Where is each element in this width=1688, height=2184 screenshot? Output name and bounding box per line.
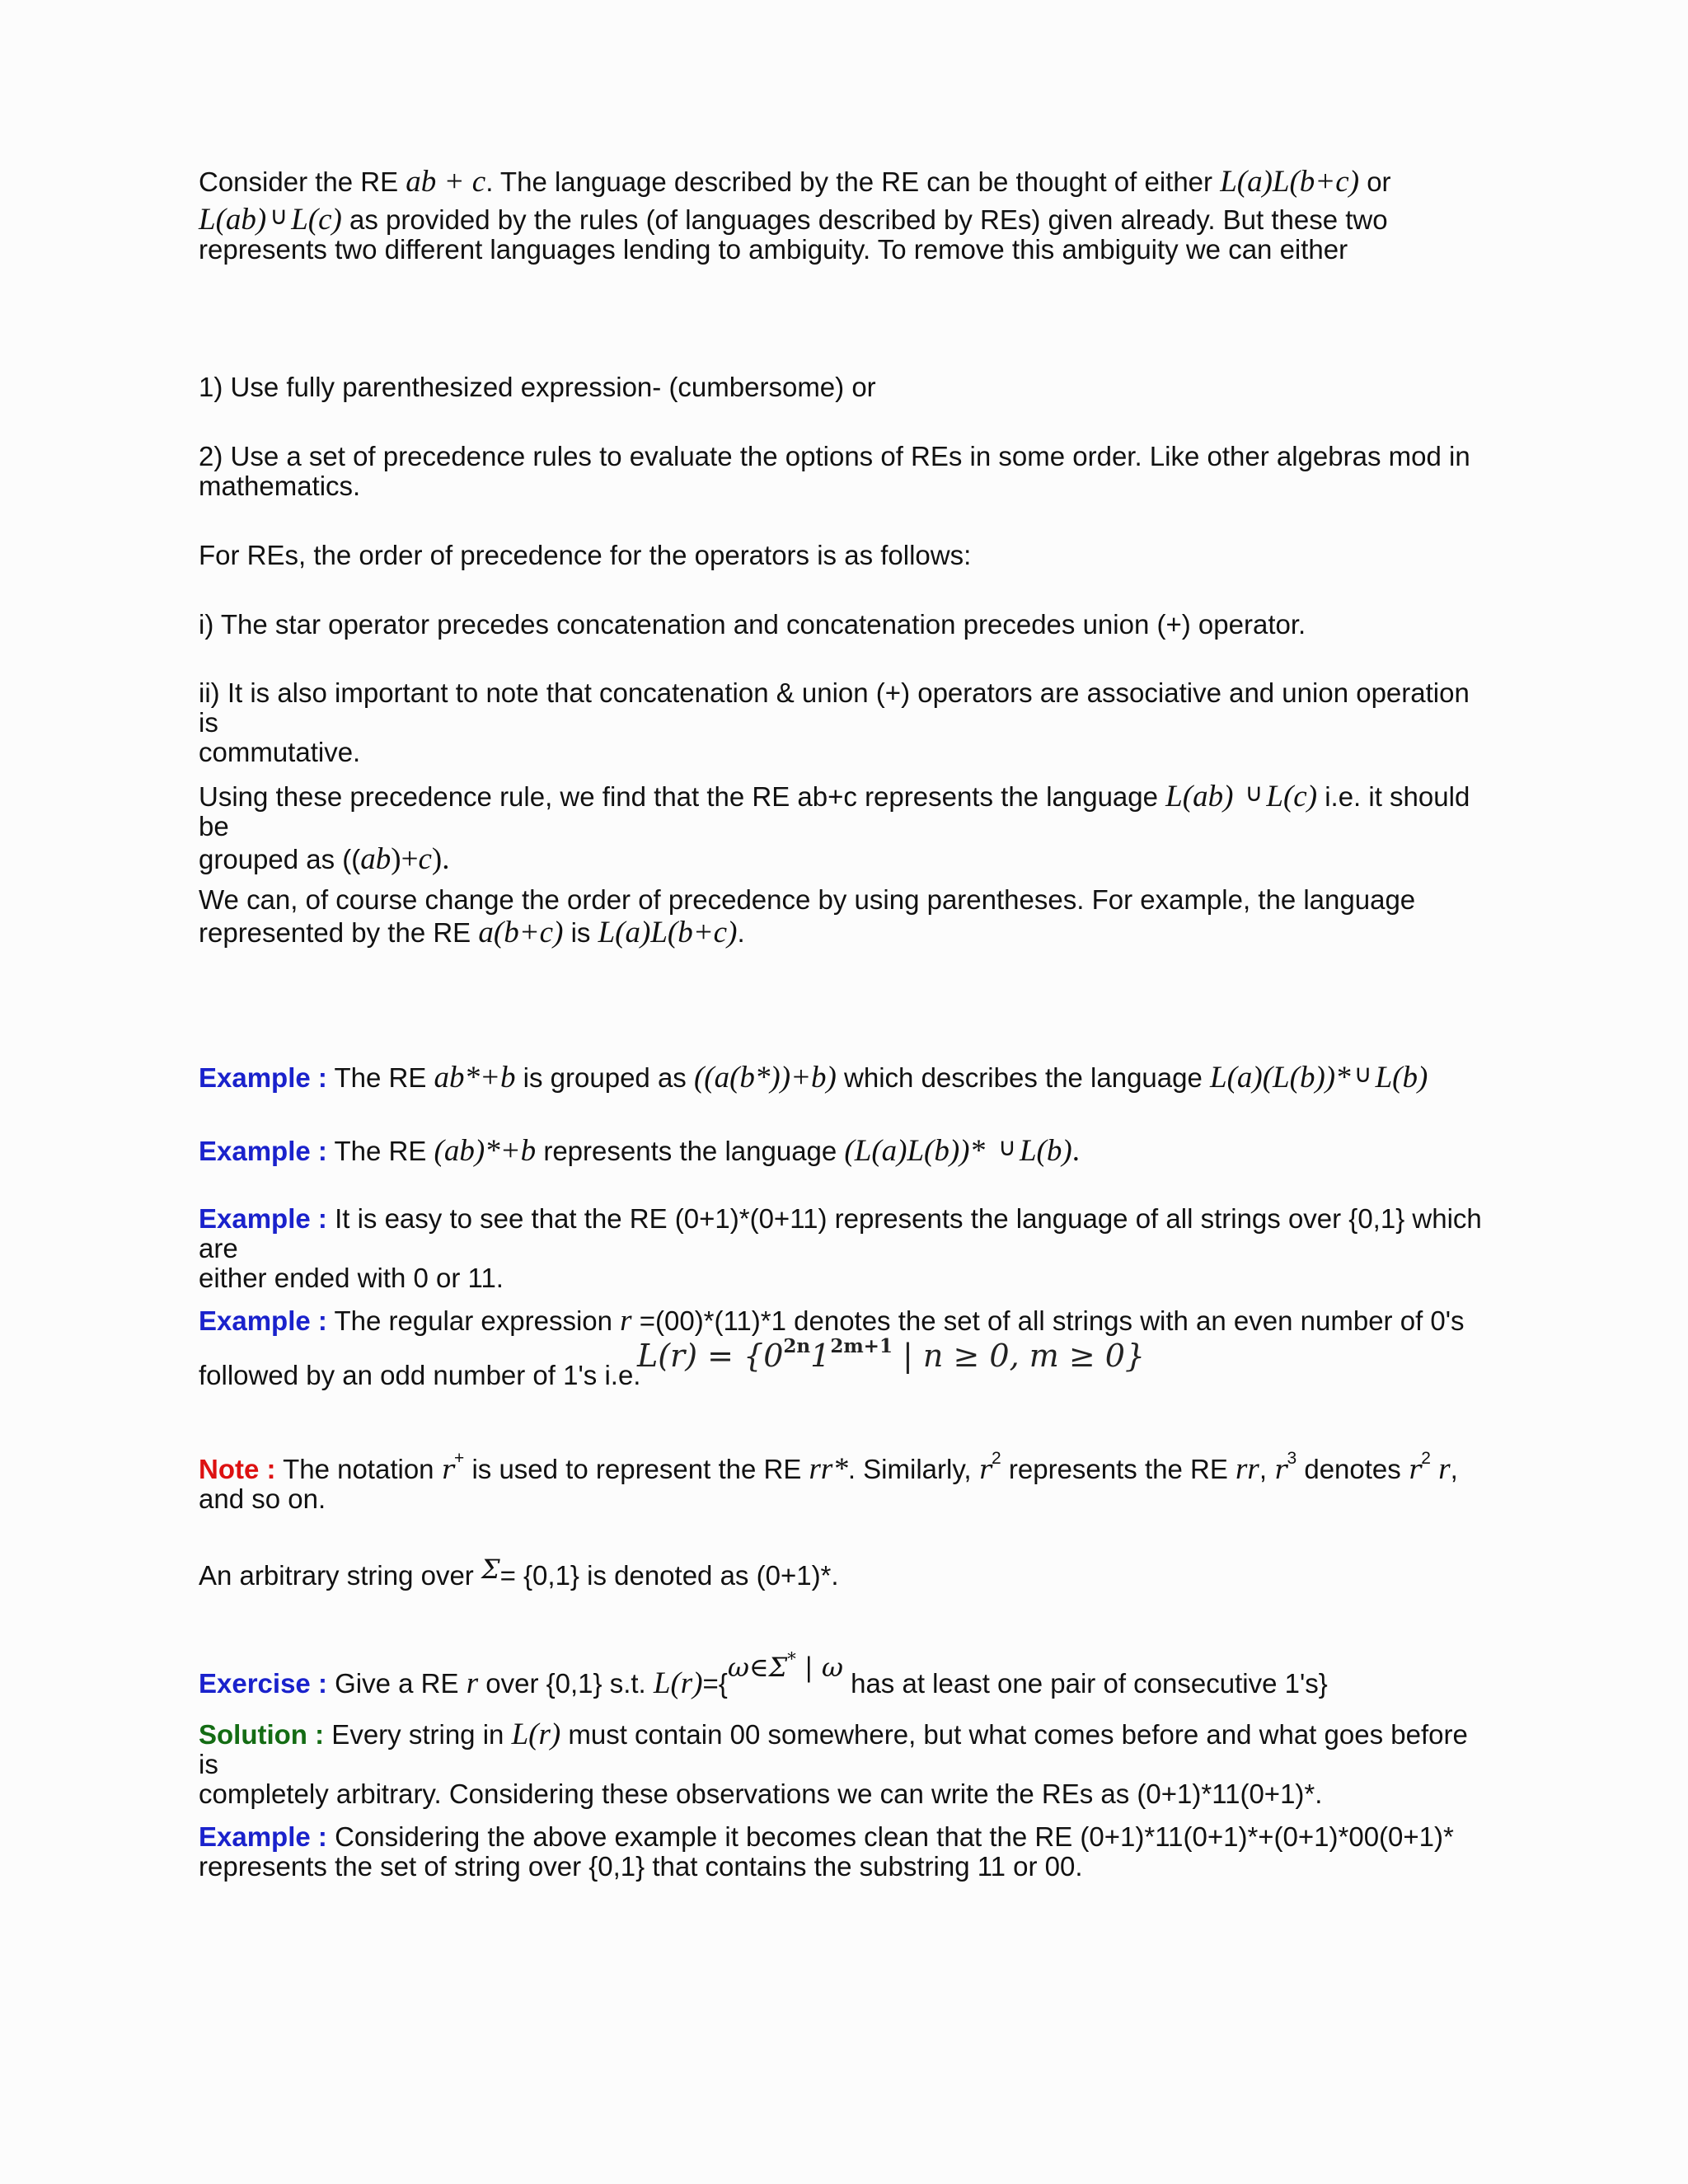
arbitrary-string: An arbitrary string over Σ= {0,1} is denoted as (0+1)*. bbox=[199, 1554, 839, 1591]
example-label: Example : bbox=[199, 1821, 327, 1852]
rule-i: i) The star operator precedes concatenation and concatenation precedes union (+) operator. bbox=[199, 609, 1306, 640]
intro-line-2: L(ab) ∪ L(c) as provided by the rules (of languages described by REs) given already. But these two bbox=[199, 202, 1388, 237]
example-label: Example : bbox=[199, 1062, 327, 1093]
example-5: Example : Considering the above example it becomes clean that the RE (0+1)*11(0+1)*+(0+1)*00(0+1)* represents the set of string over {0,1} that contains the substring 11 or 00. bbox=[199, 1821, 1454, 1882]
language-formula-image: $L(r) = \{0^{2n}1^{2m+1}$ | n ≥ 0, m ≥ 0} bbox=[637, 1335, 1146, 1374]
option-1: 1) Use fully parenthesized expression- (cumbersome) or bbox=[199, 372, 876, 402]
note: Note : The notation r+ is used to represent the RE rr*. Similarly, $r^2$ represents the RE rr, $r^3$ denotes $r^2$ r, and so on. bbox=[199, 1449, 1458, 1514]
intro-paragraph bbox=[199, 167, 1493, 265]
solution-label: Solution : bbox=[199, 1719, 325, 1750]
option-2: 2) Use a set of precedence rules to evaluate the options of REs in some order. Like other algebras mod in mathematics. bbox=[199, 441, 1470, 501]
example-label: Example : bbox=[199, 1203, 327, 1234]
union-symbol: ∪ bbox=[1353, 1060, 1372, 1089]
sigma-symbol: Σ bbox=[481, 1554, 500, 1585]
intro-line-1: Consider the RE ab + c. The language described by the RE can be thought of either L(a)L(b+c) or bbox=[199, 165, 1391, 199]
union-symbol: ∪ bbox=[998, 1133, 1016, 1162]
example-label: Example : bbox=[199, 1136, 327, 1166]
note-label: Note : bbox=[199, 1454, 276, 1484]
parentheses-paragraph: We can, of course change the order of precedence by using parentheses. For example, the language represented by the RE a(b+c) is L(a)L(b+c). bbox=[199, 884, 1416, 949]
example-4: Example : The regular expression r =(00)*(11)*1 denotes the set of all strings with an even number of 0's followed by an odd number of 1's i.e. bbox=[199, 1304, 1465, 1390]
precedence-intro: For REs, the order of precedence for the operators is as follows: bbox=[199, 540, 972, 570]
precedence-result: Using these precedence rule, we find that the RE ab+c represents the language L(ab) ∪ L(c) i.e. it should be grouped as ((ab)+c). bbox=[199, 779, 1470, 876]
union-symbol: ∪ bbox=[270, 202, 288, 231]
solution: Solution : Every string in L(r) must contain 00 somewhere, but what comes before and what goes before is completely arbitrary. Considering these observations we can write the REs as (0+1)*11(0+1)*. bbox=[199, 1718, 1468, 1809]
example-label: Example : bbox=[199, 1305, 327, 1336]
intro-line-3: represents two different languages lending to ambiguity. To remove this ambiguity we can either bbox=[199, 234, 1348, 265]
exercise-label: Exercise : bbox=[199, 1668, 327, 1699]
set-builder-image: ω∈Σ* | ω bbox=[727, 1649, 843, 1683]
union-symbol: ∪ bbox=[1245, 779, 1264, 808]
exercise: Exercise : Give a RE r over {0,1} s.t. L(r)={ω∈Σ* | ω has at least one pair of consecutive 1's} bbox=[199, 1644, 1493, 1699]
example-1: Example : The RE ab*+b is grouped as ((a(b*))+b) which describes the language L(a)(L(b))* ∪ L(b) bbox=[199, 1060, 1428, 1094]
example-2: Example : The RE (ab)*+b represents the language (L(a)L(b))* ∪ L(b). bbox=[199, 1133, 1080, 1168]
rule-ii: ii) It is also important to note that concatenation & union (+) operators are associative and union operation is commutative. bbox=[199, 677, 1470, 767]
example-3: Example : It is easy to see that the RE (0+1)*(0+11) represents the language of all strings over {0,1} which are either ended with 0 or 11. bbox=[199, 1203, 1482, 1293]
